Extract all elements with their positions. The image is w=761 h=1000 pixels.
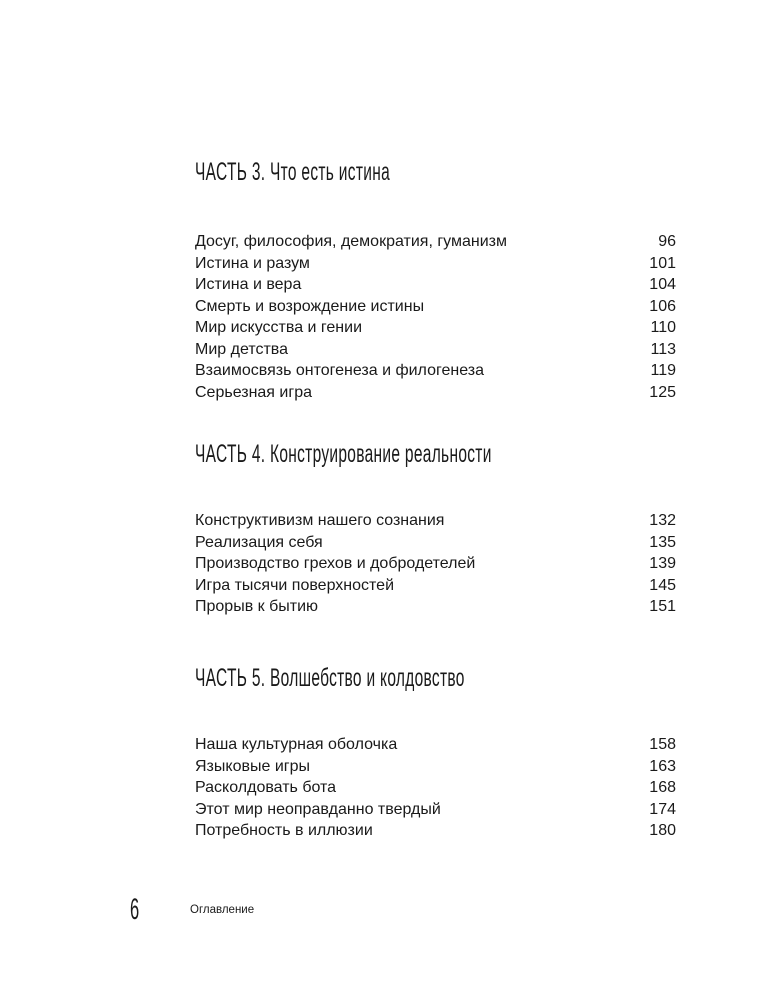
toc-entry-row xyxy=(195,532,676,554)
toc-entry-page: 96 xyxy=(658,233,676,250)
toc-entry-title: Взаимосвязь онтогенеза и филогенеза xyxy=(195,362,484,379)
toc-list xyxy=(195,231,676,403)
toc-entry-row xyxy=(195,253,676,275)
toc-entry-row xyxy=(195,799,676,821)
section-title: ЧАСТЬ 3. Что есть истина xyxy=(195,158,391,186)
toc-entry-page: 180 xyxy=(649,822,676,839)
toc-entry-page: 139 xyxy=(649,555,676,572)
toc-entry-row xyxy=(195,820,676,842)
toc-section-part-4 xyxy=(195,440,676,615)
toc-entry-title: Конструктивизм нашего сознания xyxy=(195,512,445,529)
toc-entry-title: Этот мир неоправданно твердый xyxy=(195,800,441,818)
toc-entry-page: 119 xyxy=(650,362,676,379)
toc-entry-title: Расколдовать бота xyxy=(195,779,337,796)
toc-entry-title: Игра тысячи поверхностей xyxy=(195,576,395,594)
toc-entry-title: Прорыв к бытию xyxy=(195,598,319,615)
toc-entry-page: 113 xyxy=(650,340,676,358)
toc-entry-row xyxy=(195,339,676,361)
toc-entry-title: Производство грехов и добродетелей xyxy=(195,555,476,572)
toc-entry-row xyxy=(195,596,676,618)
toc-entry-row xyxy=(195,510,676,532)
toc-entry-page: 135 xyxy=(649,533,676,551)
section-title: ЧАСТЬ 5. Волшебство и колдовство xyxy=(195,664,465,692)
toc-entry-title: Досуг, философия, демократия, гуманизм xyxy=(195,233,507,250)
toc-entry-page: 174 xyxy=(649,800,676,818)
toc-entry-title: Потребность в иллюзии xyxy=(195,822,373,839)
toc-entry-page: 110 xyxy=(650,319,676,336)
toc-entry-row xyxy=(195,777,676,799)
toc-entry-title: Реализация себя xyxy=(195,533,323,551)
toc-list xyxy=(195,734,676,842)
running-head: Оглавление xyxy=(190,904,255,916)
toc-entry-page: 125 xyxy=(649,383,676,401)
toc-entry-row xyxy=(195,296,676,318)
toc-entry-page: 168 xyxy=(649,779,676,796)
toc-section-part-3 xyxy=(195,158,676,401)
toc-entry-row xyxy=(195,382,676,404)
toc-entry-row xyxy=(195,734,676,756)
toc-entry-title: Наша культурная оболочка xyxy=(195,736,398,753)
toc-entry-page: 145 xyxy=(649,576,676,594)
toc-entry-title: Серьезная игра xyxy=(195,383,312,401)
page-number: 6 xyxy=(130,893,140,926)
toc-entry-page: 104 xyxy=(649,276,676,293)
toc-section-part-5 xyxy=(195,664,676,839)
toc-entry-page: 158 xyxy=(649,736,676,753)
toc-entry-row xyxy=(195,317,676,339)
toc-entry-page: 151 xyxy=(649,598,676,615)
toc-entry-page: 101 xyxy=(649,254,676,272)
toc-list xyxy=(195,510,676,618)
toc-entry-title: Истина и разум xyxy=(195,254,310,272)
toc-entry-title: Языковые игры xyxy=(195,757,310,775)
toc-entry-title: Мир искусства и гении xyxy=(195,319,363,336)
toc-entry-row xyxy=(195,231,676,253)
toc-entry-row xyxy=(195,274,676,296)
section-title: ЧАСТЬ 4. Конструирование реальности xyxy=(195,440,492,468)
toc-entry-page: 163 xyxy=(649,757,676,775)
toc-entry-title: Мир детства xyxy=(195,340,289,358)
toc-entry-row xyxy=(195,553,676,575)
toc-entry-row xyxy=(195,360,676,382)
toc-entry-title: Истина и вера xyxy=(195,276,302,293)
toc-entry-row xyxy=(195,756,676,778)
toc-entry-page: 106 xyxy=(649,297,676,315)
toc-entry-row xyxy=(195,575,676,597)
toc-entry-title: Смерть и возрождение истины xyxy=(195,297,425,315)
toc-entry-page: 132 xyxy=(649,512,676,529)
